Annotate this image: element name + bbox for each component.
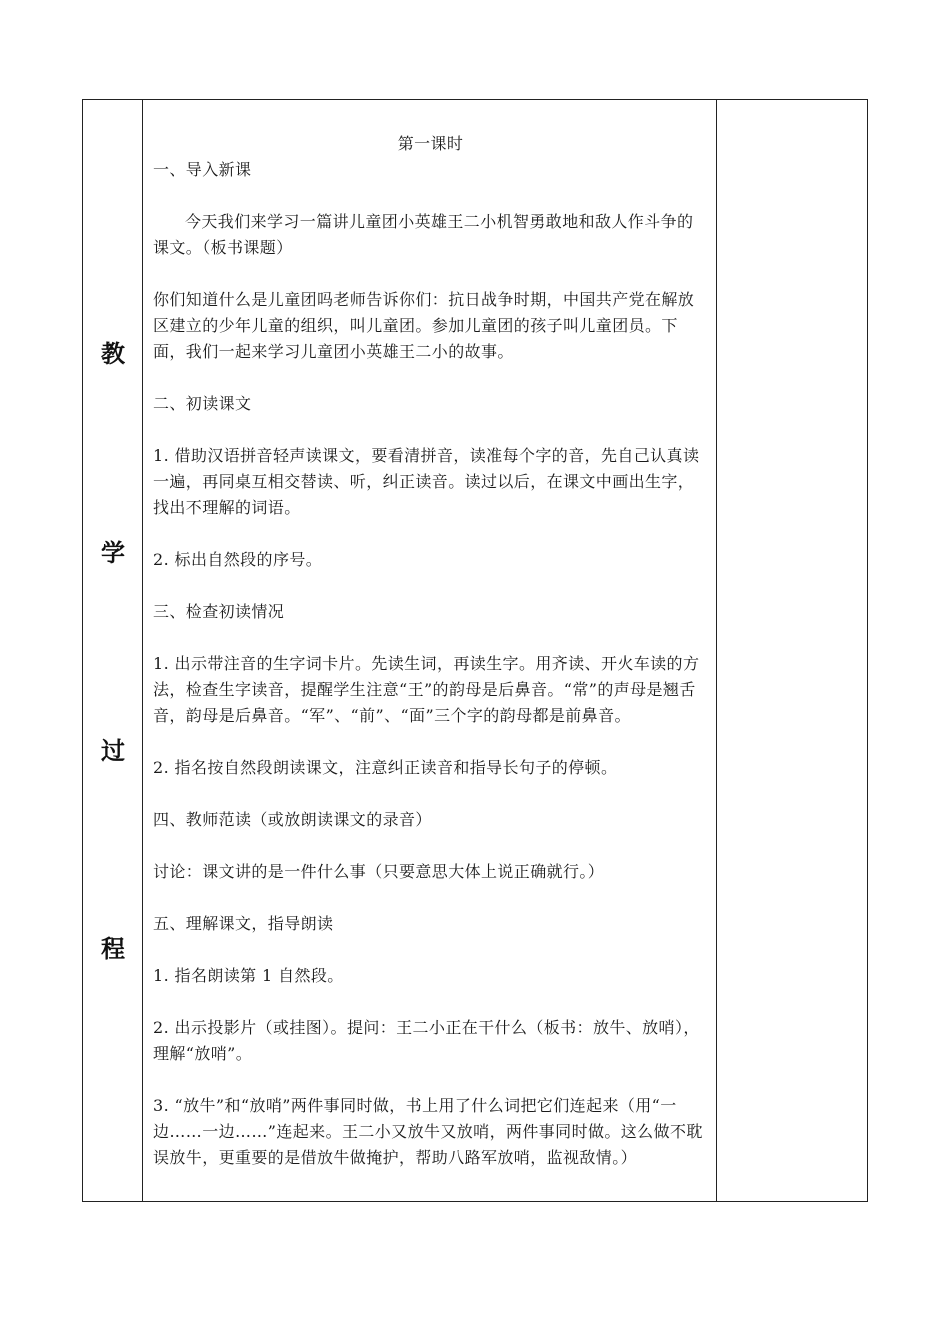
paragraph: 1. 借助汉语拼音轻声读课文，要看清拼音，读准每个字的音，先自己认真读一遍，再同桌互相交替读、听，纠正读音。读过以后，在课文中画出生字，找出不理解的词语。 [153, 446, 700, 517]
section-heading: 二、初读课文 [153, 394, 252, 413]
lesson-table [82, 99, 868, 1202]
section-heading: 三、检查初读情况 [153, 602, 285, 621]
paragraph: 1. 出示带注音的生字词卡片。先读生词，再读生字。用齐读、开火车读的方法，检查生字读音，提醒学生注意“王”的韵母是后鼻音。“常”的声母是翘舌音，韵母是后鼻音。“军”、“前”、“面”三个字的韵母都是前鼻音。 [153, 654, 700, 725]
section-heading: 五、理解课文，指导朗读 [153, 914, 334, 933]
side-label-char-4: 程 [101, 935, 125, 963]
lesson-content-column [143, 100, 717, 1201]
paragraph: 1. 指名朗读第 1 自然段。 [153, 966, 344, 985]
section-heading: 一、导入新课 [153, 160, 252, 179]
paragraph: 2. 指名按自然段朗读课文，注意纠正读音和指导长句子的停顿。 [153, 758, 618, 777]
paragraph: 讨论：课文讲的是一件什么事（只要意思大体上说正确就行。） [153, 862, 605, 881]
side-label-char-2: 学 [101, 539, 125, 567]
paragraph: 2. 出示投影片（或挂图）。提问：王二小正在干什么（板书：放牛、放哨），理解“放哨”。 [153, 1018, 700, 1063]
lesson-content [153, 131, 708, 1171]
side-label-char-3: 过 [101, 737, 125, 765]
side-label-column [83, 100, 143, 1201]
paragraph: 你们知道什么是儿童团吗老师告诉你们：抗日战争时期，中国共产党在解放区建立的少年儿童的组织，叫儿童团。参加儿童团的孩子叫儿童团员。下面，我们一起来学习儿童团小英雄王二小的故事。 [153, 290, 695, 361]
notes-column [717, 100, 867, 1201]
lesson-title: 第一课时 [397, 134, 464, 153]
section-heading: 四、教师范读（或放朗读课文的录音） [153, 810, 432, 829]
paragraph: 2. 标出自然段的序号。 [153, 550, 323, 569]
side-label-char-1: 教 [101, 340, 125, 368]
paragraph: 3. “放牛”和“放哨”两件事同时做，书上用了什么词把它们连起来（用“一边……一边……”连起来。王二小又放牛又放哨，两件事同时做。这么做不耽误放牛，更重要的是借放牛做掩护，帮助八路军放哨，监视敌情。） [153, 1096, 703, 1167]
paragraph: 今天我们来学习一篇讲儿童团小英雄王二小机智勇敢地和敌人作斗争的课文。（板书课题） [153, 212, 694, 257]
